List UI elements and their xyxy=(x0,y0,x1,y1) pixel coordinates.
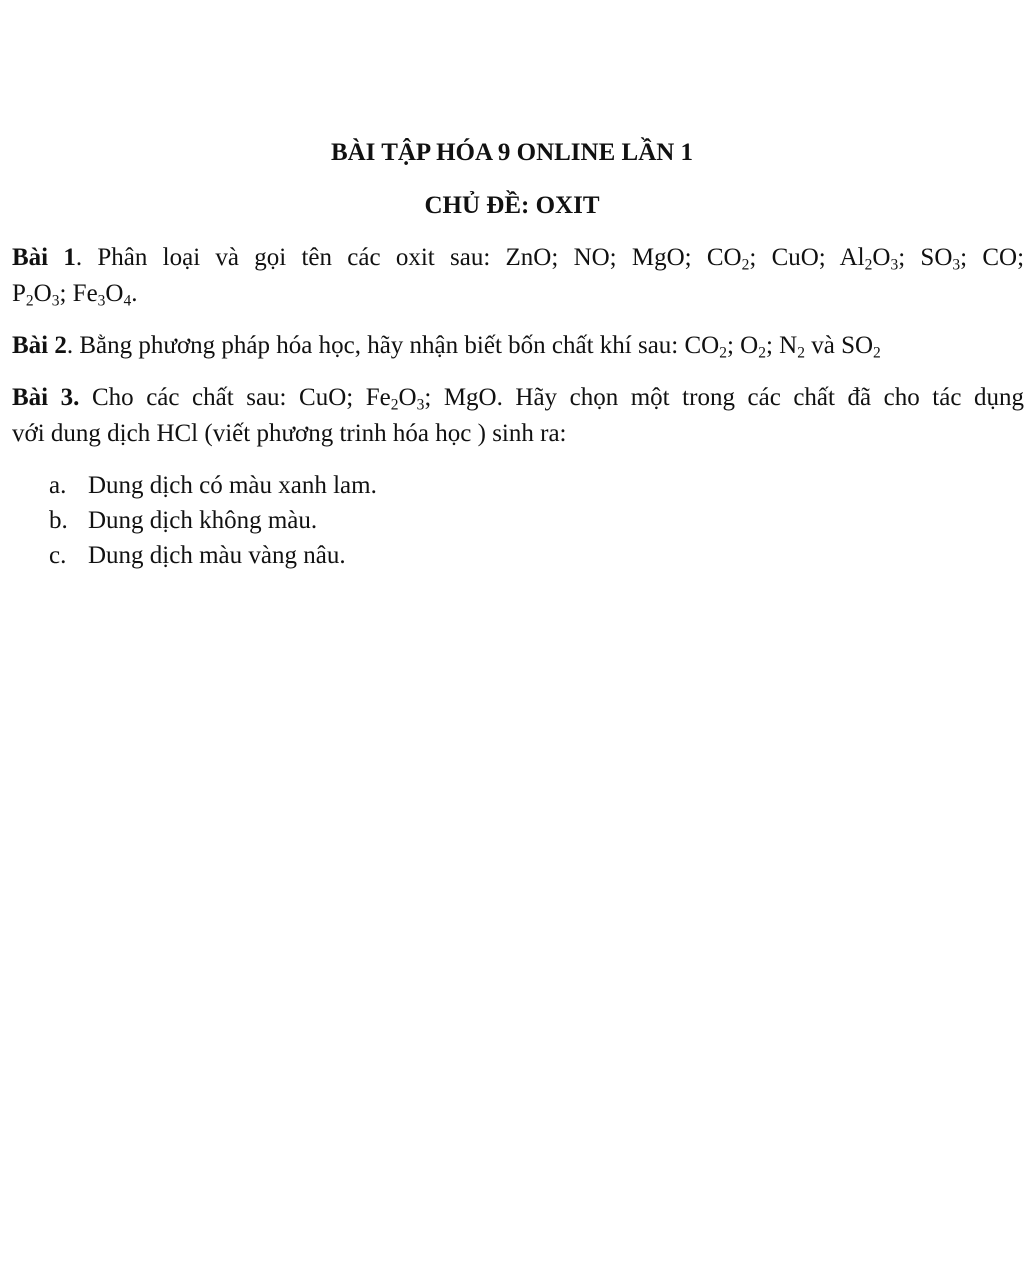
exercise-3-label: Bài 3. xyxy=(12,384,80,411)
list-item-text: Dung dịch màu vàng nâu. xyxy=(88,542,346,569)
exercise-1 xyxy=(12,240,1024,312)
exercise-2: Bài 2. Bằng phương pháp hóa học, hãy nhận biết bốn chất khí sau: $CO_2$; $O_2$; $N_2$ và $SO_2$ xyxy=(12,332,881,362)
list-item-text: Dung dịch có màu xanh lam. xyxy=(88,472,377,499)
exercise-1-line-2: $P_2O_3$; $Fe_3O_4$. xyxy=(12,280,138,310)
exercise-3 xyxy=(12,380,1024,452)
exercise-3-line-1: Bài 3. Cho các chất sau: CuO; $Fe_2O_3$; MgO. Hãy chọn một trong các chất đã cho tác dụng xyxy=(12,384,1024,414)
list-marker: c. xyxy=(49,542,67,569)
exercise-3-line-2: với dung dịch HCl (viết phương trinh hóa học ) sinh ra: xyxy=(12,420,567,447)
list-marker: a. xyxy=(49,472,67,499)
exercise-2-label: Bài 2 xyxy=(12,332,67,359)
list-marker: b. xyxy=(49,507,68,534)
exercise-1-line-1: Bài 1. Phân loại và gọi tên các oxit sau: ZnO; NO; MgO; $CO_2$; CuO; $Al_2O_3$; $SO_3$; CO; xyxy=(12,244,1024,274)
list-item-text: Dung dịch không màu. xyxy=(88,507,318,534)
document-subtitle: CHỦ ĐỀ: OXIT xyxy=(424,192,600,219)
exercise-1-label: Bài 1 xyxy=(12,244,76,271)
list-item xyxy=(0,468,1024,503)
list-item xyxy=(0,538,1024,573)
exercise-3-options xyxy=(0,468,1024,573)
list-item xyxy=(0,503,1024,538)
document-title: BÀI TẬP HÓA 9 ONLINE LẦN 1 xyxy=(330,139,694,166)
